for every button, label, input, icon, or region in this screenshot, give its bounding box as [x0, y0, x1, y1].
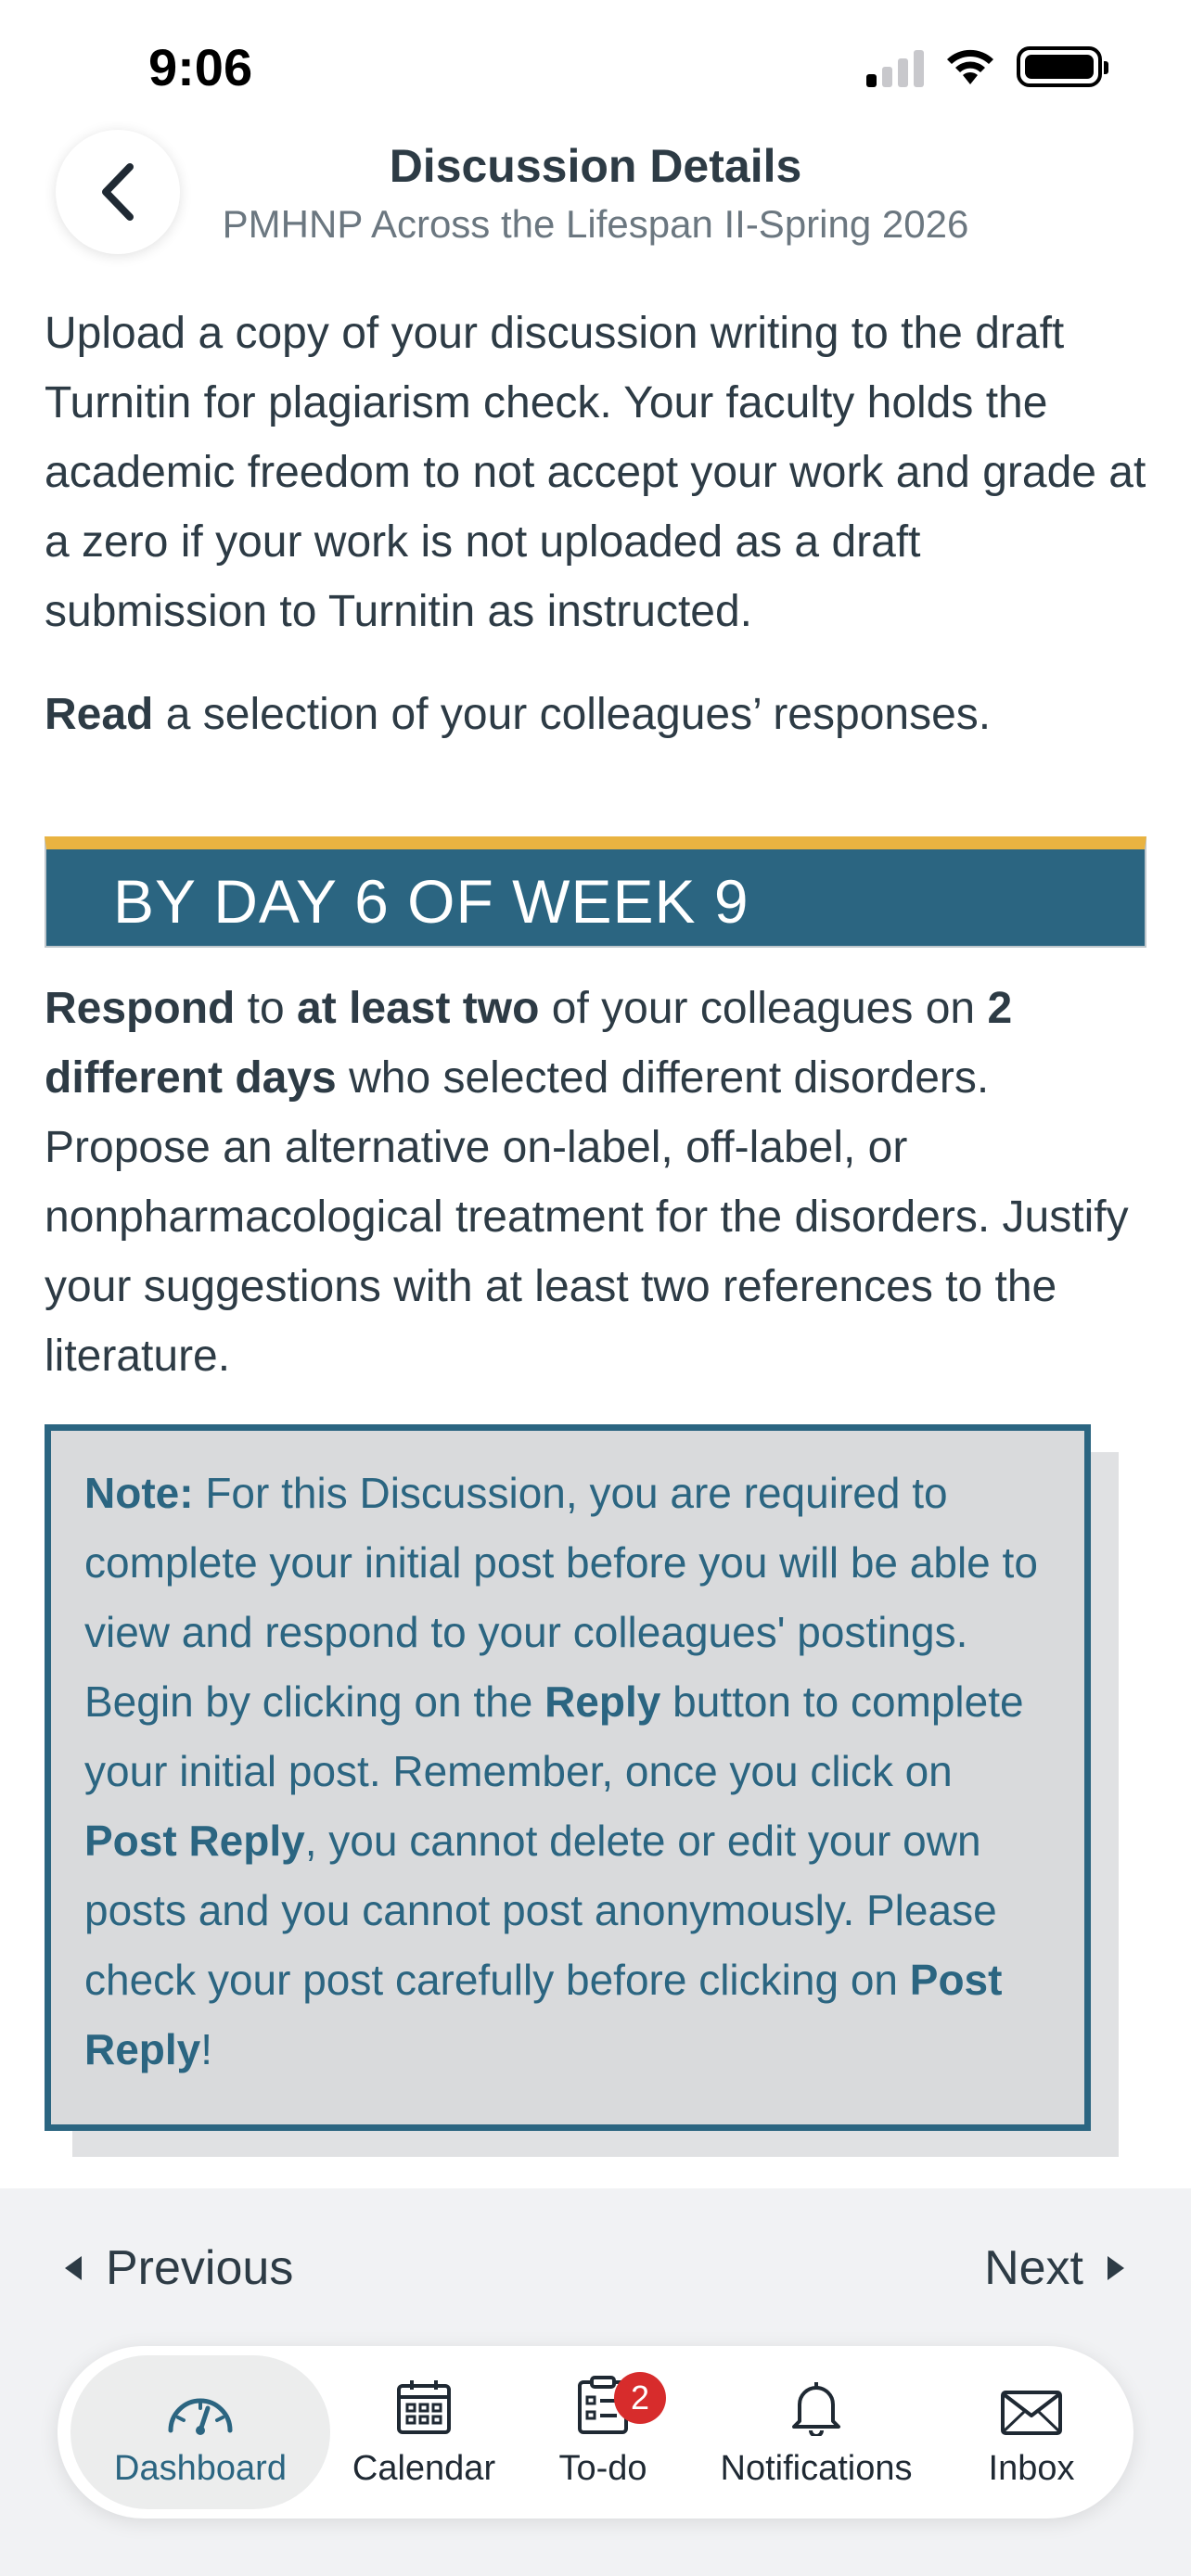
caret-left-icon — [65, 2256, 82, 2280]
note-text-3: , you cannot delete or edit your own posts and you cannot post anonymously. Please check your post carefully before clicking on — [84, 1817, 997, 2004]
note-text-1: For this Discussion, you are required to complete your initial post before you will be able to view and respond to your colleagues' postings. Begin by clicking on the — [84, 1469, 1038, 1726]
note-text-4: ! — [200, 2025, 213, 2073]
respond-text-2: of your colleagues on — [539, 984, 988, 1033]
pager — [0, 2188, 1191, 2344]
status-icons — [866, 46, 1102, 87]
tab-notifications[interactable] — [696, 2355, 937, 2509]
respond-text-1: to — [235, 984, 298, 1033]
tab-todo[interactable] — [529, 2355, 677, 2509]
status-time: 9:06 — [148, 38, 253, 96]
day-banner-text: BY DAY 6 OF WEEK 9 — [113, 867, 749, 936]
respond-bold: Respond — [45, 984, 236, 1033]
bell-icon — [787, 2377, 846, 2436]
page-title: Discussion Details — [389, 140, 802, 192]
note-post-reply-bold: Post Reply — [84, 1817, 305, 1865]
wifi-icon — [944, 47, 996, 86]
day-banner — [45, 836, 1146, 948]
tab-label-inbox: Inbox — [988, 2449, 1075, 2488]
tab-calendar[interactable] — [336, 2355, 512, 2509]
note-text-2: button to complete your initial post. Remember, once you click on — [84, 1677, 1024, 1795]
note-reply-bold: Reply — [544, 1677, 661, 1726]
read-instructions — [45, 680, 1146, 749]
different-days-bold: 2 different days — [45, 984, 1013, 1103]
dashboard-gauge-icon — [165, 2390, 236, 2436]
battery-icon — [1017, 46, 1102, 87]
tab-label-notifications: Notifications — [720, 2449, 913, 2488]
course-subtitle: PMHNP Across the Lifespan II-Spring 2026 — [222, 202, 969, 246]
tab-inbox[interactable] — [948, 2355, 1115, 2509]
note-post-reply-bold-2: Post Reply — [84, 1956, 1003, 2073]
respond-instructions — [45, 974, 1158, 1391]
status-bar — [0, 0, 1191, 139]
next-label: Next — [984, 2241, 1083, 2295]
read-text: a selection of your colleagues’ responses. — [153, 690, 992, 739]
note-box — [45, 1424, 1091, 2131]
envelope-icon — [1000, 2390, 1063, 2436]
next-button[interactable] — [984, 2240, 1124, 2296]
previous-label: Previous — [106, 2241, 294, 2295]
upload-instructions: Upload a copy of your discussion writing to the draft Turnitin for plagiarism check. Your faculty holds the academic freedom to not accept your work and grade at a zero if your work is not uploaded as a draft submission to Turnitin as instructed. — [45, 309, 1146, 636]
previous-button[interactable] — [65, 2240, 293, 2296]
tab-dashboard[interactable] — [70, 2355, 330, 2509]
tab-label-dashboard: Dashboard — [114, 2449, 287, 2488]
discussion-content — [45, 299, 1146, 783]
note-label: Note: — [84, 1469, 194, 1517]
cellular-signal-icon — [866, 46, 924, 87]
tab-label-calendar: Calendar — [352, 2449, 496, 2488]
tab-bar — [58, 2346, 1133, 2519]
read-bold: Read — [45, 690, 154, 739]
tab-label-todo: To-do — [558, 2449, 647, 2488]
calendar-icon — [395, 2378, 453, 2436]
caret-right-icon — [1108, 2256, 1124, 2280]
respond-text-3: who selected different disorders. Propose an alternative on-label, off-label, or nonpharmacological treatment for the disorders. Justify your suggestions with at least two references to the literature. — [45, 1053, 1129, 1381]
at-least-two-bold: at least two — [297, 984, 540, 1033]
todo-count-badge: 2 — [614, 2372, 666, 2424]
